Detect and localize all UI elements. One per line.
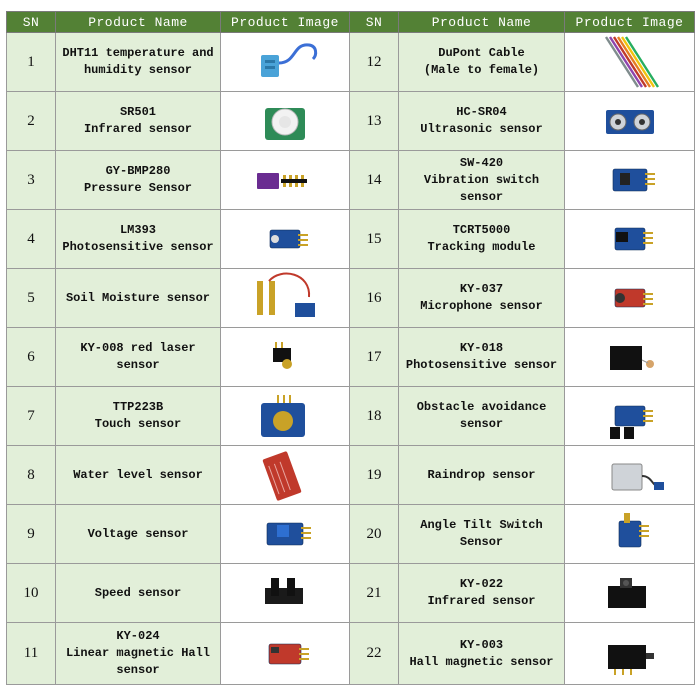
water-level-sensor-image (221, 446, 349, 504)
product-name-line: sensor (459, 417, 504, 431)
header-sn: SN (7, 12, 56, 33)
ir-receiver-sensor-image (566, 564, 694, 622)
product-name-cell (56, 446, 221, 505)
product-name-line: Photosensitive sensor (405, 358, 558, 372)
vibration-sensor-image (566, 151, 694, 209)
product-name-cell (399, 151, 565, 210)
voltage-sensor-image (221, 505, 349, 563)
product-name-cell (56, 328, 221, 387)
sn-cell: 15 (350, 210, 399, 269)
product-name-cell (399, 505, 565, 564)
dupont-cable-image (566, 33, 694, 91)
product-name-line: Linear magnetic Hall (65, 646, 211, 660)
linear-hall-sensor-image (221, 625, 349, 683)
product-image-cell (565, 505, 695, 564)
sn-cell: 5 (7, 269, 56, 328)
sn-cell: 4 (7, 210, 56, 269)
product-image-cell (221, 151, 350, 210)
hall-sensor-image (566, 625, 694, 683)
header-product-image: Product Image (221, 12, 350, 33)
header-product-image: Product Image (565, 12, 695, 33)
product-name-line: Ultrasonic sensor (420, 122, 543, 136)
product-name-line: Voltage sensor (87, 526, 189, 541)
sn-cell: 20 (350, 505, 399, 564)
table-row (7, 623, 695, 685)
raindrop-sensor-image (566, 446, 694, 504)
product-name-cell (56, 92, 221, 151)
product-name-line: KY-024 (116, 629, 160, 643)
product-name-cell (399, 33, 565, 92)
sn-cell: 22 (350, 623, 399, 685)
product-name-line: TCRT5000 (452, 223, 511, 237)
product-image-cell (565, 328, 695, 387)
product-name-line: Touch sensor (94, 417, 182, 431)
product-name-line: GY-BMP280 (105, 164, 171, 178)
product-name-cell (399, 564, 565, 623)
sn-cell: 6 (7, 328, 56, 387)
product-name-line: KY-008 red laser (80, 341, 196, 355)
table-header-row (7, 12, 695, 33)
product-name-line: LM393 (119, 223, 156, 237)
product-name-line: Infrared sensor (427, 594, 536, 608)
photosensitive-sensor-image (221, 210, 349, 268)
laser-sensor-image (221, 328, 349, 386)
sn-cell: 17 (350, 328, 399, 387)
microphone-sensor-image (566, 269, 694, 327)
obstacle-sensor-image (566, 387, 694, 445)
product-name-cell (56, 505, 221, 564)
sn-cell: 14 (350, 151, 399, 210)
sn-cell: 1 (7, 33, 56, 92)
product-image-cell (565, 151, 695, 210)
product-name-line: sensor (116, 663, 160, 677)
bmp280-sensor-image (221, 151, 349, 209)
product-name-line: sensor (116, 358, 160, 372)
product-name-line: KY-003 (459, 637, 504, 652)
product-image-cell (221, 623, 350, 685)
product-name-cell (56, 623, 221, 685)
sn-cell: 2 (7, 92, 56, 151)
table-row (7, 33, 695, 92)
product-image-cell (565, 623, 695, 685)
product-name-line: humidity sensor (83, 63, 193, 77)
product-name-line: TTP223B (112, 400, 164, 414)
product-name-line: Water level sensor (73, 467, 203, 482)
table-row (7, 92, 695, 151)
product-name-line: DHT11 temperature and (62, 46, 214, 60)
product-name-line: Angle Tilt Switch (420, 518, 543, 532)
product-image-cell (221, 564, 350, 623)
dht11-sensor-image (221, 33, 349, 91)
product-name-cell (56, 269, 221, 328)
product-image-cell (565, 564, 695, 623)
product-name-cell (399, 269, 565, 328)
product-name-line: Soil Moisture sensor (65, 290, 211, 305)
table-row (7, 446, 695, 505)
sensor-product-table (6, 11, 695, 685)
header-product-name: Product Name (56, 12, 221, 33)
product-image-cell (221, 210, 350, 269)
product-name-line: Photosensitive sensor (62, 240, 214, 254)
product-name-line: Sensor (459, 535, 504, 549)
product-name-cell (399, 92, 565, 151)
product-image-cell (221, 387, 350, 446)
product-name-cell (399, 387, 565, 446)
table-row (7, 328, 695, 387)
product-image-cell (221, 92, 350, 151)
product-image-cell (221, 269, 350, 328)
product-name-line: Microphone sensor (420, 299, 543, 313)
sn-cell: 16 (350, 269, 399, 328)
soil-moisture-sensor-image (221, 269, 349, 327)
product-name-cell (399, 623, 565, 685)
product-name-line: Obstacle avoidance (416, 400, 547, 414)
table-row (7, 505, 695, 564)
sn-cell: 10 (7, 564, 56, 623)
table-row (7, 210, 695, 269)
product-image-cell (221, 446, 350, 505)
product-name-cell (399, 446, 565, 505)
product-name-line: (Male to female) (423, 63, 540, 77)
product-name-line: KY-022 (459, 577, 504, 591)
sn-cell: 21 (350, 564, 399, 623)
product-name-cell (56, 210, 221, 269)
product-image-cell (565, 387, 695, 446)
ultrasonic-sensor-image (566, 92, 694, 150)
product-name-line: KY-037 (459, 282, 504, 296)
sn-cell: 19 (350, 446, 399, 505)
product-name-line: KY-018 (459, 341, 504, 355)
product-name-cell (56, 33, 221, 92)
table-row (7, 564, 695, 623)
product-name-cell (56, 564, 221, 623)
product-name-line: DuPont Cable (438, 46, 525, 60)
product-name-line: HC-SR04 (456, 105, 507, 119)
product-name-line: sensor (459, 189, 504, 204)
product-name-cell (399, 328, 565, 387)
sn-cell: 3 (7, 151, 56, 210)
product-name-line: Pressure Sensor (83, 181, 193, 195)
sn-cell: 12 (350, 33, 399, 92)
product-image-cell (565, 92, 695, 151)
product-name-line: Tracking module (427, 240, 536, 254)
sn-cell: 18 (350, 387, 399, 446)
pir-sensor-image (221, 92, 349, 150)
product-image-cell (565, 210, 695, 269)
product-image-cell (565, 269, 695, 328)
header-product-name: Product Name (399, 12, 565, 33)
product-image-cell (565, 33, 695, 92)
table-row (7, 387, 695, 446)
product-name-line: Hall magnetic sensor (409, 654, 554, 669)
product-image-cell (221, 505, 350, 564)
product-name-line: Raindrop sensor (427, 467, 536, 482)
tracking-module-image (566, 210, 694, 268)
sn-cell: 11 (7, 623, 56, 685)
product-image-cell (221, 33, 350, 92)
product-image-cell (565, 446, 695, 505)
product-name-cell (56, 387, 221, 446)
product-name-cell (399, 210, 565, 269)
product-image-cell (221, 328, 350, 387)
table-row (7, 151, 695, 210)
speed-sensor-image (221, 564, 349, 622)
product-name-cell (56, 151, 221, 210)
product-name-line: Vibration switch (423, 172, 540, 187)
sn-cell: 8 (7, 446, 56, 505)
product-name-line: SR501 (119, 105, 156, 119)
product-name-line: Speed sensor (94, 585, 182, 600)
sn-cell: 13 (350, 92, 399, 151)
touch-sensor-image (221, 387, 349, 445)
product-name-line: SW-420 (459, 155, 504, 170)
product-name-line: Infrared sensor (83, 122, 193, 136)
tilt-switch-sensor-image (566, 505, 694, 563)
header-sn: SN (350, 12, 399, 33)
sn-cell: 7 (7, 387, 56, 446)
sn-cell: 9 (7, 505, 56, 564)
ky018-photosensitive-image (566, 328, 694, 386)
table-row (7, 269, 695, 328)
